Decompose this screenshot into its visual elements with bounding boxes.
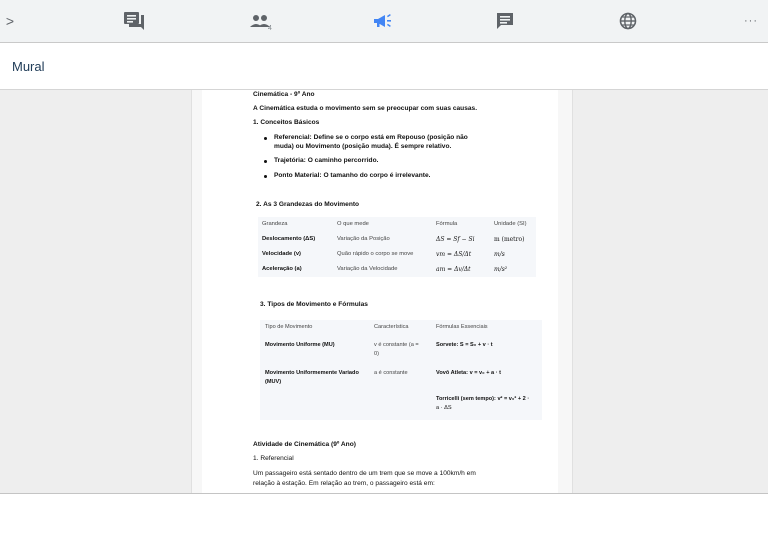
table-cell: Variação da Posição bbox=[337, 236, 390, 242]
table-cell: v é constante (a = bbox=[374, 342, 419, 348]
table-header: Fórmula bbox=[436, 221, 458, 227]
doc-heading: Cinemática - 9º Ano bbox=[253, 91, 315, 98]
table-cell: vm = ΔS/Δt bbox=[436, 251, 472, 258]
table-header: Unidade (SI) bbox=[494, 221, 527, 227]
bullet-1-line-2: muda) ou Movimento (posição muda). É sempre relativo. bbox=[274, 143, 452, 150]
section-2-title: 2. As 3 Grandezas do Movimento bbox=[256, 201, 360, 208]
expand-button[interactable] bbox=[0, 0, 20, 42]
table-cell: am = Δv/Δt bbox=[436, 266, 471, 273]
activity-text-line-2: relação à estação. Em relação ao trem, o passageiro está em: bbox=[253, 480, 435, 487]
activity-title: Atividade de Cinemática (9º Ano) bbox=[253, 441, 356, 448]
table-cell: a é constante bbox=[374, 370, 408, 376]
table-cell: Movimento Uniformemente Variado bbox=[265, 370, 359, 376]
messages-tab[interactable] bbox=[489, 0, 521, 42]
table-cell: Movimento Uniforme (MU) bbox=[265, 342, 335, 348]
table-cell: a · ΔS bbox=[436, 405, 452, 411]
table-cell: m/s bbox=[494, 251, 505, 258]
table-cell: m/s² bbox=[494, 266, 508, 273]
chevron-right-icon: > bbox=[5, 13, 15, 29]
section-1-title: 1. Conceitos Básicos bbox=[253, 119, 320, 126]
document-page[interactable] bbox=[202, 90, 558, 493]
bullet-marker bbox=[264, 137, 267, 140]
people-tab[interactable] bbox=[240, 0, 280, 42]
section-3-title: 3. Tipos de Movimento e Fórmulas bbox=[260, 301, 368, 308]
bullet-marker bbox=[264, 160, 267, 163]
table-cell: Variação da Velocidade bbox=[337, 266, 398, 272]
bullet-2: Trajetória: O caminho percorrido. bbox=[274, 157, 379, 164]
table-cell: Quão rápido o corpo se move bbox=[337, 251, 414, 257]
bullet-1-line-1: Referencial: Define se o corpo está em Repouso (posição não bbox=[274, 134, 468, 141]
table-cell: 0) bbox=[374, 351, 379, 357]
table-cell: ΔS = Sf − Si bbox=[436, 236, 475, 243]
announcements-tab[interactable] bbox=[366, 0, 398, 42]
message-icon bbox=[496, 12, 514, 30]
divider bbox=[0, 493, 768, 494]
table-cell: Aceleração (a) bbox=[262, 266, 302, 272]
activity-item: 1. Referencial bbox=[253, 455, 294, 462]
page-title: Mural bbox=[12, 59, 45, 74]
forum-icon bbox=[122, 11, 146, 31]
page-header bbox=[0, 43, 768, 90]
megaphone-icon bbox=[372, 13, 392, 29]
table-cell: Vovô Atleta: v = v₀ + a · t bbox=[436, 370, 502, 376]
more-button[interactable] bbox=[738, 0, 764, 42]
table-header: O que mede bbox=[337, 221, 369, 227]
people-count-badge: 4 bbox=[268, 25, 272, 32]
activity-text-line-1: Um passageiro está sentado dentro de um trem que se move a 100km/h em bbox=[253, 470, 476, 477]
table-header: Tipo de Movimento bbox=[265, 324, 313, 330]
table-cell: Torricelli (sem tempo): v² = v₀² + 2 · bbox=[436, 396, 530, 402]
bullet-marker bbox=[264, 175, 267, 178]
doc-intro: A Cinemática estuda o movimento sem se preocupar com suas causas. bbox=[253, 105, 478, 112]
table-header: Fórmulas Essenciais bbox=[436, 324, 488, 330]
chat-tab[interactable] bbox=[118, 0, 150, 42]
bullet-3: Ponto Material: O tamanho do corpo é irrelevante. bbox=[274, 172, 431, 179]
table-cell: m (metro) bbox=[494, 236, 525, 243]
table-header: Característica bbox=[374, 324, 409, 330]
web-tab[interactable] bbox=[612, 0, 644, 42]
table-cell: Sorvete: S = S₀ + v · t bbox=[436, 342, 493, 348]
more-icon: ··· bbox=[744, 15, 758, 27]
table-cell: Velocidade (v) bbox=[262, 251, 301, 257]
top-toolbar bbox=[0, 0, 768, 43]
table-cell: Deslocamento (ΔS) bbox=[262, 236, 316, 242]
table-header: Grandeza bbox=[262, 221, 288, 227]
mural-content bbox=[0, 90, 768, 493]
table-cell: (MUV) bbox=[265, 379, 282, 385]
globe-icon bbox=[619, 12, 637, 30]
